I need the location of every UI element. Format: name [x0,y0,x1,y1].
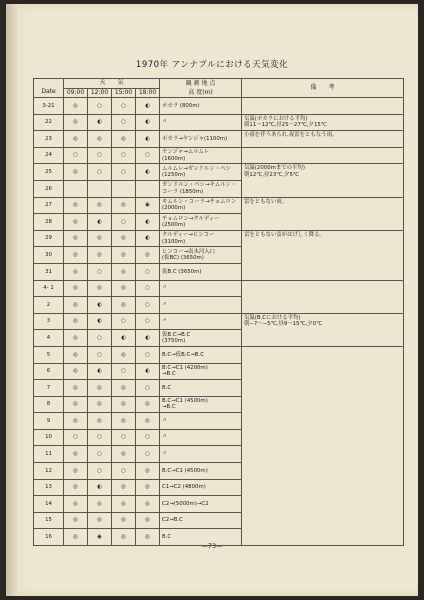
site-cell: ポカラ (800m) [160,98,242,115]
date-cell: 10 [34,429,64,446]
site-cell: 〃 [160,297,242,314]
weather-symbol: ◎ [136,512,160,529]
weather-symbol [88,180,112,197]
weather-symbol: ◐ [112,330,136,347]
weather-symbol: ◎ [136,396,160,413]
remarks-cell: 気温(ポカラにおける平均) 朝11〜12℃,昼25〜27℃,夕15℃ [242,114,404,131]
weather-symbol: ◎ [64,330,88,347]
site-cell: 〃 [160,413,242,430]
weather-symbol: ◎ [64,479,88,496]
site-cell: B.C→C1 (4200m) →B.C [160,363,242,380]
weather-symbol: ◉ [136,197,160,214]
weather-symbol: ◎ [88,230,112,247]
page-title: 1970年 アンナプルにおける天気変化 [135,60,289,70]
weather-symbol: ◎ [64,363,88,380]
date-cell: 3-21 [34,98,64,115]
weather-symbol: ◎ [136,496,160,513]
site-cell: C1→C2 (4800m) [160,479,242,496]
time-header: 18:00 [136,88,160,98]
date-cell: 27 [34,197,64,214]
weather-symbol: ○ [88,346,112,363]
date-cell: 16 [34,529,64,546]
site-cell: ヤンジャ→ムルムレ (1600m) [160,147,242,164]
weather-symbol: ○ [136,313,160,330]
weather-symbol: ◎ [64,164,88,181]
weather-symbol: ◐ [136,214,160,231]
time-header: 15:00 [112,88,136,98]
weather-symbol: ◎ [88,396,112,413]
date-cell: 8 [34,396,64,413]
weather-symbol: ◎ [112,413,136,430]
weather-symbol: ○ [112,214,136,231]
date-cell: 11 [34,446,64,463]
date-cell: 7 [34,380,64,397]
weather-symbol: ◎ [64,529,88,546]
site-cell: ムルムレ→ガンドルン・ペシ (1250m) [160,164,242,181]
table-row [34,164,404,181]
weather-symbol: ○ [136,429,160,446]
table-row [34,131,404,148]
time-header: 12:00 [88,88,112,98]
date-cell: 22 [34,114,64,131]
weather-symbol: ○ [64,147,88,164]
date-cell: 4 [34,330,64,347]
weather-symbol: ◐ [88,214,112,231]
date-cell: 30 [34,247,64,264]
site-cell: C2→B.C [160,512,242,529]
site-cell: 〃 [160,280,242,297]
weather-symbol: ◐ [88,297,112,314]
site-cell: B.C→C1 (4500m) [160,463,242,480]
weather-symbol: ○ [88,446,112,463]
date-cell: 28 [34,214,64,231]
site-cell: ポカラ→ヤンジャ(1100m) [160,131,242,148]
date-cell: 31 [34,263,64,280]
weather-symbol: ◐ [88,114,112,131]
remarks-cell: 雷をともない雷がはげしく降る。 [242,230,404,280]
weather-symbol: ◎ [112,297,136,314]
weather-symbol: ◎ [64,280,88,297]
weather-symbol: ◎ [112,479,136,496]
weather-symbol: ○ [136,297,160,314]
weather-symbol: ◐ [136,363,160,380]
weather-symbol: ○ [88,164,112,181]
weather-symbol [64,180,88,197]
weather-symbol: ◎ [112,131,136,148]
weather-symbol: ◎ [112,197,136,214]
weather-log-table [33,78,404,546]
weather-symbol: ○ [88,330,112,347]
table-row [34,280,404,297]
remarks-cell: 気温(B.Cにおける平均) 朝−7〜−5℃,昼9〜15℃,夕0℃ [242,313,404,346]
weather-symbol: ◎ [112,512,136,529]
site-cell: 〃 [160,114,242,131]
remarks-cell [242,280,404,313]
date-cell: 15 [34,512,64,529]
weather-symbol: ◎ [64,214,88,231]
weather-symbol: ◉ [88,529,112,546]
weather-symbol: ○ [136,346,160,363]
weather-symbol: ◎ [64,114,88,131]
weather-symbol: ○ [88,429,112,446]
weather-symbol: ○ [112,429,136,446]
weather-symbol: ◎ [112,396,136,413]
weather-symbol: ○ [136,147,160,164]
weather-symbol [112,180,136,197]
remarks-cell: 小雨を伴うあられ,夜雷をともなう雨。 [242,131,404,148]
weather-symbol: ◎ [64,247,88,264]
weather-symbol: ◎ [88,512,112,529]
weather-symbol: ◎ [64,297,88,314]
date-corner [34,79,64,89]
site-cell: B.C [160,529,242,546]
weather-symbol: ◐ [136,114,160,131]
weather-symbol: ◎ [112,446,136,463]
site-cell: B.C→仮B.C→B.C [160,346,242,363]
date-cell: 29 [34,230,64,247]
site-cell: B.C→C1 (4500m) →B.C [160,396,242,413]
weather-symbol: ◎ [64,496,88,513]
weather-symbol: ◎ [64,463,88,480]
site-cell: 〃 [160,313,242,330]
remarks-cell [242,147,404,164]
weather-symbol: ○ [136,380,160,397]
weather-symbol: ○ [112,313,136,330]
weather-symbol: ○ [112,114,136,131]
date-cell: 24 [34,147,64,164]
table-row [34,98,404,115]
weather-symbol: ◎ [112,263,136,280]
weather-symbol: ◎ [112,346,136,363]
weather-symbol: ○ [88,147,112,164]
weather-symbol: ◐ [136,230,160,247]
date-cell: 2 [34,297,64,314]
site-cell: チョムロン→クルディー (2500m) [160,214,242,231]
site-cell: 〃 [160,429,242,446]
site-cell: 仮B.C (3650m) [160,263,242,280]
weather-symbol: ○ [112,164,136,181]
weather-symbol: ◎ [136,479,160,496]
date-cell: 26 [34,180,64,197]
weather-symbol: ◎ [64,446,88,463]
site-cell: キムルン・コーラ→チョムロン (2000m) [160,197,242,214]
weather-symbol: ◎ [64,230,88,247]
table-row [34,346,404,363]
weather-symbol: ○ [136,280,160,297]
weather-symbol: ◎ [64,313,88,330]
weather-symbol: ◐ [88,479,112,496]
weather-header: 天 気 [64,79,160,89]
date-cell: 6 [34,363,64,380]
weather-symbol: ○ [88,263,112,280]
weather-symbol: ◎ [64,197,88,214]
weather-symbol: ◎ [136,413,160,430]
weather-symbol: ○ [112,98,136,115]
weather-symbol: ◐ [88,363,112,380]
weather-symbol: ◎ [112,230,136,247]
time-header: 09:00 [64,88,88,98]
weather-symbol: ◎ [88,247,112,264]
weather-symbol: ◎ [88,496,112,513]
weather-symbol: ◎ [88,280,112,297]
site-header: 観 測 地 点 高 度(m) [160,79,242,98]
page-number: —73— [201,542,223,550]
weather-symbol: ◎ [64,263,88,280]
weather-symbol: ○ [88,463,112,480]
weather-symbol: ○ [64,429,88,446]
weather-symbol: ○ [112,363,136,380]
remarks-cell: 雷をともない雨。 [242,197,404,230]
remarks-cell: 気温(2000mまでの平均) 朝12℃,昼23℃,夕5℃ [242,164,404,197]
weather-symbol: ◐ [136,330,160,347]
date-cell: 13 [34,479,64,496]
weather-symbol: ○ [88,98,112,115]
weather-symbol: ◎ [88,380,112,397]
weather-symbol: ◐ [136,164,160,181]
table-row [34,230,404,247]
weather-log-body [34,98,404,546]
weather-symbol: ◐ [136,98,160,115]
weather-symbol [136,180,160,197]
weather-symbol: ◎ [136,247,160,264]
weather-symbol: ◐ [88,313,112,330]
site-cell: ヒンコー→南氷河入口 (仮BC) (3650m) [160,247,242,264]
date-cell: 14 [34,496,64,513]
date-cell: 3 [34,313,64,330]
weather-symbol: ◎ [112,247,136,264]
date-cell: 5 [34,346,64,363]
weather-symbol: ○ [112,463,136,480]
weather-symbol: ◎ [64,413,88,430]
weather-symbol: ◎ [136,463,160,480]
weather-symbol: ◎ [64,346,88,363]
weather-symbol: ○ [136,446,160,463]
weather-symbol: ◎ [112,529,136,546]
site-cell: クルディー→ヒンコー (3100m) [160,230,242,247]
weather-symbol: ○ [112,147,136,164]
table-row [34,197,404,214]
date-header: Date [34,88,64,98]
date-cell: 4- 1 [34,280,64,297]
weather-symbol: ◎ [88,197,112,214]
weather-symbol: ◎ [64,396,88,413]
weather-symbol: ◎ [64,131,88,148]
weather-symbol: ○ [136,263,160,280]
weather-symbol: ◎ [64,512,88,529]
remarks-cell [242,346,404,545]
date-cell: 9 [34,413,64,430]
weather-symbol: ◎ [112,496,136,513]
table-row [34,313,404,330]
weather-symbol: ◎ [88,413,112,430]
remarks-cell [242,98,404,115]
page-binding-shadow [6,4,20,596]
weather-symbol: ◎ [112,280,136,297]
remarks-header: 備 考 [242,79,404,98]
table-row [34,114,404,131]
site-cell: 仮B.C→B.C (3750m) [160,330,242,347]
weather-symbol: ◎ [64,380,88,397]
weather-symbol: ◐ [136,131,160,148]
date-cell: 25 [34,164,64,181]
date-cell: 12 [34,463,64,480]
date-cell: 23 [34,131,64,148]
weather-symbol: ◎ [88,131,112,148]
weather-symbol: ◎ [64,98,88,115]
site-cell: B.C [160,380,242,397]
site-cell: C2→(5000m)→C2 [160,496,242,513]
site-cell: 〃 [160,446,242,463]
weather-symbol: ◎ [112,380,136,397]
weather-symbol: ◎ [136,529,160,546]
site-cell: ガンドルン・ペシ→キムルン・ コーラ (1850m) [160,180,242,197]
table-row [34,147,404,164]
